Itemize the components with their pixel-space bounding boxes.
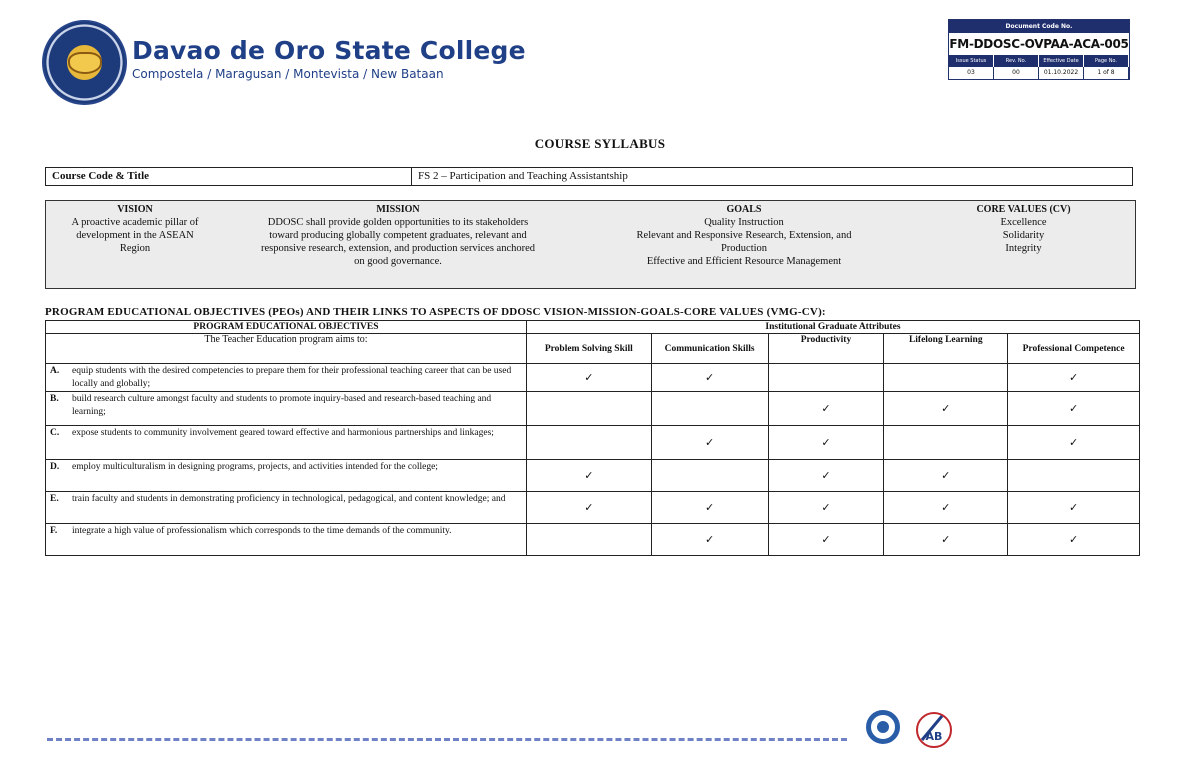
core-values-column <box>926 203 1121 255</box>
college-seal-logo <box>42 20 127 105</box>
peo-row <box>46 492 1140 524</box>
check-mark: ✓ <box>768 492 884 524</box>
empty-cell <box>526 426 651 460</box>
check-mark: ✓ <box>651 426 768 460</box>
goals-line: Relevant and Responsive Research, Extension, and <box>636 230 852 241</box>
vision-line: development in the ASEAN <box>76 230 194 241</box>
empty-cell <box>1008 460 1140 492</box>
vision-column <box>50 203 220 255</box>
peo-text: integrate a high value of professionalism which corresponds to the time demands of the community. <box>72 526 452 536</box>
check-mark: ✓ <box>884 524 1008 556</box>
check-mark: ✓ <box>1008 492 1140 524</box>
check-mark: ✓ <box>651 524 768 556</box>
course-code-value: FS 2 – Participation and Teaching Assistantship <box>418 170 628 182</box>
vision-heading: VISION <box>117 204 153 215</box>
peo-objective-cell <box>46 392 527 426</box>
check-mark: ✓ <box>651 492 768 524</box>
core-values-heading: CORE VALUES (CV) <box>976 204 1071 215</box>
issue-status-label: Issue Status <box>949 55 994 67</box>
peo-row <box>46 426 1140 460</box>
goals-heading: GOALS <box>726 204 762 215</box>
effective-date-value: 01.10.2022 <box>1039 67 1084 79</box>
page-no-value: 1 of 8 <box>1084 67 1129 79</box>
core-value-line: Solidarity <box>1002 230 1045 241</box>
peo-letter: A. <box>50 366 60 376</box>
course-code-row <box>45 167 1133 186</box>
peo-letter: F. <box>50 526 58 536</box>
check-mark: ✓ <box>768 426 884 460</box>
check-mark: ✓ <box>651 364 768 392</box>
mission-line: toward producing globally competent graduates, relevant and <box>269 230 527 241</box>
peo-table <box>45 320 1140 556</box>
rev-no-label: Rev. No. <box>994 55 1039 67</box>
check-mark: ✓ <box>1008 524 1140 556</box>
attribute-header: Lifelong Learning <box>884 334 1008 364</box>
peo-row <box>46 524 1140 556</box>
mission-heading: MISSION <box>376 204 420 215</box>
mission-line: responsive research, extension, and production services anchored <box>260 243 536 254</box>
empty-cell <box>884 426 1008 460</box>
peo-letter: C. <box>50 428 60 438</box>
peo-subheader: The Teacher Education program aims to: <box>46 334 527 364</box>
check-mark: ✓ <box>884 392 1008 426</box>
check-mark: ✓ <box>526 492 651 524</box>
document-code-box <box>948 19 1130 80</box>
attribute-header: Problem Solving Skill <box>526 334 651 364</box>
peo-letter: E. <box>50 494 59 504</box>
page-title: COURSE SYLLABUS <box>534 136 666 151</box>
check-mark: ✓ <box>884 460 1008 492</box>
campus-list: Compostela / Maragusan / Montevista / New Bataan <box>132 67 444 81</box>
goals-column <box>594 203 894 268</box>
accreditation-logo <box>912 710 956 750</box>
mission-line: DDOSC shall provide golden opportunities to its stakeholders <box>267 217 529 228</box>
vision-line: A proactive academic pillar of <box>71 217 199 228</box>
attribute-header: Productivity <box>768 334 884 364</box>
peo-objective-cell <box>46 460 527 492</box>
check-mark: ✓ <box>768 524 884 556</box>
peo-row <box>46 392 1140 426</box>
course-code-label: Course Code & Title <box>46 168 412 185</box>
svg-text:AB: AB <box>925 730 943 743</box>
peo-text: employ multiculturalism in designing programs, projects, and activities intended for the college; <box>72 462 438 472</box>
attribute-header: Communication Skills <box>651 334 768 364</box>
empty-cell <box>651 460 768 492</box>
empty-cell <box>884 364 1008 392</box>
peo-text: build research culture amongst faculty and students to promote inquiry-based and research-based teaching and learning; <box>72 394 492 417</box>
effective-date-label: Effective Date <box>1039 55 1084 67</box>
peo-objective-cell <box>46 492 527 524</box>
attribute-header: Professional Competence <box>1008 334 1140 364</box>
check-mark: ✓ <box>1008 364 1140 392</box>
peo-header: PROGRAM EDUCATIONAL OBJECTIVES <box>46 321 527 334</box>
footer-divider <box>47 738 847 741</box>
empty-cell <box>651 392 768 426</box>
peo-row <box>46 460 1140 492</box>
mission-line: on good governance. <box>354 256 442 267</box>
core-value-line: Integrity <box>1005 243 1042 254</box>
goals-line: Production <box>720 243 768 254</box>
goals-line: Effective and Efficient Resource Management <box>646 256 842 267</box>
check-mark: ✓ <box>1008 392 1140 426</box>
document-code-value: FM-DDOSC-OVPAA-ACA-005 <box>949 37 1129 51</box>
check-mark: ✓ <box>1008 426 1140 460</box>
college-name: Davao de Oro State College <box>132 36 526 65</box>
rev-no-value: 00 <box>994 67 1039 79</box>
vmgcv-box <box>45 200 1136 289</box>
empty-cell <box>526 392 651 426</box>
check-mark: ✓ <box>526 364 651 392</box>
page-no-label: Page No. <box>1084 55 1129 67</box>
peo-text: equip students with the desired competencies to prepare them for their professional teaching career that can be used locally and globally; <box>72 366 512 389</box>
certification-logo <box>866 710 900 744</box>
mission-column <box>224 203 572 268</box>
core-value-line: Excellence <box>1000 217 1047 228</box>
goals-line: Quality Instruction <box>704 217 784 228</box>
vision-line: Region <box>119 243 151 254</box>
graduate-attributes-header: Institutional Graduate Attributes <box>526 321 1139 334</box>
check-mark: ✓ <box>768 392 884 426</box>
check-mark: ✓ <box>768 460 884 492</box>
peo-objective-cell <box>46 426 527 460</box>
check-mark: ✓ <box>526 460 651 492</box>
peo-objective-cell <box>46 524 527 556</box>
peo-text: expose students to community involvement geared toward effective and harmonious partnerships and linkages; <box>72 428 494 438</box>
check-mark: ✓ <box>884 492 1008 524</box>
peo-section-title: PROGRAM EDUCATIONAL OBJECTIVES (PEOs) AND THEIR LINKS TO ASPECTS OF DDOSC VISION-MISSION-GOALS-CORE VALUES (VMG-CV): <box>45 306 826 318</box>
document-code-label: Document Code No. <box>949 20 1129 33</box>
empty-cell <box>526 524 651 556</box>
empty-cell <box>768 364 884 392</box>
peo-row <box>46 364 1140 392</box>
peo-text: train faculty and students in demonstrating proficiency in technological, pedagogical, and content knowledge; and <box>72 494 506 504</box>
peo-letter: B. <box>50 394 59 404</box>
peo-letter: D. <box>50 462 60 472</box>
issue-status-value: 03 <box>949 67 994 79</box>
peo-objective-cell <box>46 364 527 392</box>
